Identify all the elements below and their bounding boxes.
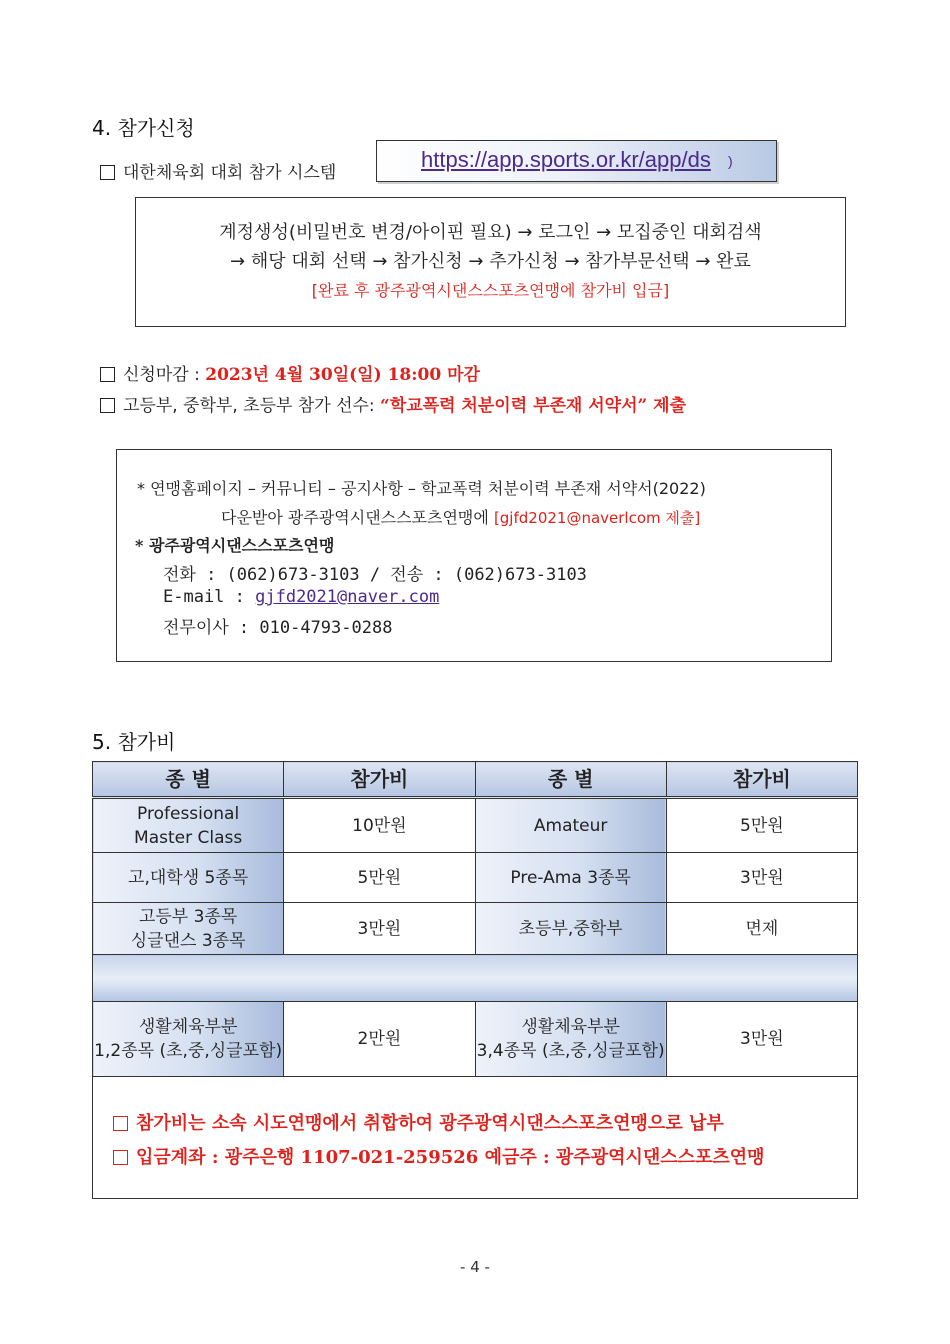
fee-cell: 3만원: [666, 1002, 857, 1077]
steps-line-2: → 해당 대회 선택 → 참가신청 → 추가신청 → 참가부문선택 → 완료: [230, 251, 751, 272]
checkbox-icon: [113, 1116, 128, 1131]
fee-cell: 면제: [666, 903, 857, 955]
note-1: [113, 1107, 857, 1141]
category-cell: 고,대학생 5종목: [93, 853, 284, 903]
email-link[interactable]: gjfd2021@naver.com: [255, 587, 440, 607]
info-line-2: [221, 505, 700, 528]
registration-url-link[interactable]: https://app.sports.or.kr/app/ds: [421, 147, 711, 172]
category-cell: Professional Master Class: [93, 798, 284, 853]
info-line-2-email: [gjfd2021@naverlcom 제출]: [493, 509, 701, 527]
deadline-value: 2023년 4월 30일(일) 18:00 마감: [205, 365, 480, 385]
category-events: 3,4종목: [476, 1041, 537, 1061]
category-events: 1,2종목: [94, 1041, 155, 1061]
page-number: - 4 -: [460, 1258, 490, 1276]
deadline-line: [100, 360, 480, 385]
note-1-text: 참가비는 소속 시도연맹에서 취합하여 광주광역시댄스스포츠연맹으로 납부: [136, 1113, 724, 1134]
category-cell: 초등부,중학부: [475, 903, 666, 955]
category-note: (초,중,싱글포함): [541, 1041, 665, 1061]
divider-band-row: [93, 955, 858, 1002]
category-cell: [475, 1002, 666, 1077]
header-fee-2: 참가비: [666, 762, 857, 798]
url-paren: ): [728, 153, 733, 169]
checkbox-icon: [100, 398, 115, 413]
category-cell: Amateur: [475, 798, 666, 853]
checkbox-icon: [100, 367, 115, 382]
fee-cell: 3만원: [284, 903, 475, 955]
checkbox-icon: [113, 1150, 128, 1165]
header-category-2: 종 별: [475, 762, 666, 798]
table-row: [93, 798, 858, 853]
note-2: [113, 1141, 857, 1175]
table-header-row: [93, 762, 858, 798]
fee-cell: 5만원: [666, 798, 857, 853]
divider-band: [93, 955, 858, 1002]
director-line: 전무이사 : 010-4793-0288: [163, 618, 393, 638]
category-line: [93, 1039, 283, 1063]
steps-box: [135, 197, 846, 327]
fee-cell: 2만원: [284, 1002, 475, 1077]
section-4-title: 4. 참가신청: [92, 116, 195, 140]
org-name: * 광주광역시댄스스포츠연맹: [135, 536, 335, 555]
steps-line-3: [완료 후 광주광역시댄스스포츠연맹에 참가비 입금]: [311, 281, 670, 300]
table-row: [93, 853, 858, 903]
fee-cell: 10만원: [284, 798, 475, 853]
steps-line-1: 계정생성(비밀번호 변경/아이핀 필요) → 로그인 → 모집중인 대회검색: [219, 222, 762, 243]
email-line: [163, 587, 439, 607]
checkbox-icon: [100, 165, 115, 180]
category-line: 생활체육부분: [521, 1017, 620, 1037]
section-5-title: 5. 참가비: [92, 730, 176, 754]
phone-line: 전화 : (062)673-3103 / 전송 : (062)673-3103: [163, 565, 587, 585]
notes-cell: [93, 1077, 858, 1199]
students-value: “학교폭력 처분이력 부존재 서약서” 제출: [380, 396, 687, 416]
system-label: 대한체육회 대회 참가 시스템: [123, 163, 337, 183]
category-cell: Pre-Ama 3종목: [475, 853, 666, 903]
table-row: [93, 903, 858, 955]
info-line-2-text: 다운받아 광주광역시댄스스포츠연맹에: [221, 508, 494, 527]
students-line: [100, 391, 686, 416]
students-label: 고등부, 중학부, 초등부 참가 선수:: [123, 396, 381, 416]
fee-table: [92, 761, 858, 1199]
header-fee-1: 참가비: [284, 762, 475, 798]
category-line: 생활체육부분: [138, 1017, 238, 1037]
header-category-1: 종 별: [93, 762, 284, 798]
system-label-line: [100, 158, 336, 183]
fee-cell: 5만원: [284, 853, 475, 903]
url-box: [376, 140, 777, 182]
note-2-text: 입금계좌 : 광주은행 1107-021-259526 예금주 : 광주광역시댄스스포츠연맹: [136, 1147, 765, 1168]
category-cell: [93, 1002, 284, 1077]
info-box: [116, 449, 832, 662]
fee-cell: 3만원: [666, 853, 857, 903]
deadline-label: 신청마감 :: [123, 365, 206, 385]
table-row: [93, 1002, 858, 1077]
notes-row: [93, 1077, 858, 1199]
category-line: [476, 1039, 666, 1063]
info-line-1: * 연맹홈페이지 – 커뮤니티 – 공지사항 – 학교폭력 처분이력 부존재 서약서(2022): [137, 479, 706, 498]
category-cell: 고등부 3종목 싱글댄스 3종목: [93, 903, 284, 955]
category-note: (초,중,싱글포함): [159, 1041, 283, 1061]
email-label: E-mail :: [163, 587, 256, 607]
